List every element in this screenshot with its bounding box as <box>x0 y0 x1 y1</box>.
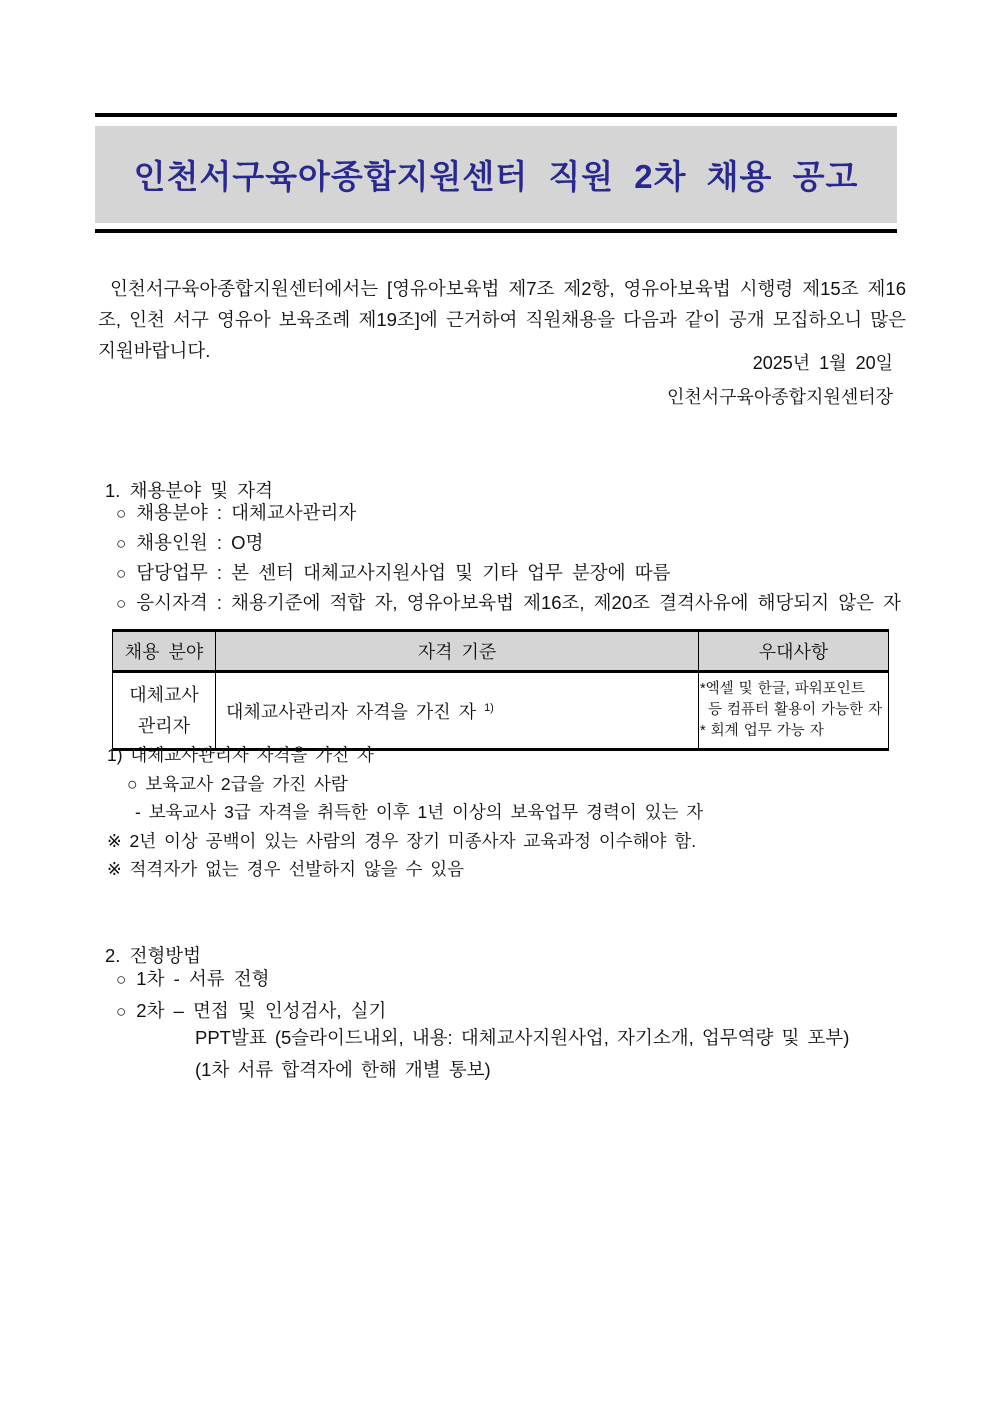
sub-line: (1차 서류 합격자에 한해 개별 통보) <box>195 1059 491 1080</box>
preference-line: * 회계 업무 가능 자 <box>700 723 824 739</box>
footnote-line: - 보육교사 3급 자격을 취득한 이후 1년 이상의 보육업무 경력이 있는 자 <box>135 802 704 822</box>
field-line2: 관리자 <box>137 715 191 736</box>
circle-bullet-icon: ○ <box>116 1002 127 1021</box>
list-item-text: 2차 – 면접 및 인성검사, 실기 <box>136 1000 387 1021</box>
column-header-criteria: 자격 기준 <box>216 631 699 672</box>
list-item <box>116 593 901 614</box>
sub-line: PPT발표 (5슬라이드내외, 내용: 대체교사지원사업, 자기소개, 업무역량 및 포부) <box>195 1027 850 1048</box>
criteria-footnote-ref: 1) <box>484 701 494 714</box>
column-header-preference: 우대사항 <box>699 631 889 672</box>
list-item <box>116 969 386 990</box>
footnote-line: ○ 보육교사 2급을 가진 사람 <box>127 773 348 794</box>
section2-heading: 2. 전형방법 <box>105 945 202 966</box>
list-item <box>116 1001 386 1022</box>
page-title: 인천서구육아종합지원센터 직원 2차 채용 공고 <box>133 158 859 195</box>
announcement-date: 2025년 1월 20일 <box>752 353 893 373</box>
list-item-text: 응시자격 : 채용기준에 적합 자, 영유아보육법 제16조, 제20조 결격사유에 해당되지 않은 자 <box>136 592 902 613</box>
list-item <box>116 503 901 524</box>
circle-bullet-icon: ○ <box>116 970 127 989</box>
section1-heading: 1. 채용분야 및 자격 <box>105 480 273 501</box>
section1-bullet-list <box>116 503 901 623</box>
list-item <box>116 533 901 554</box>
list-item-text: 채용분야 : 대체교사관리자 <box>136 502 357 523</box>
signature-line: 인천서구육아종합지원센터장 <box>666 387 893 407</box>
preference-line: *엑셀 및 한글, 파워포인트 <box>700 681 865 697</box>
list-item-text: 담당업무 : 본 센터 대체교사지원사업 및 기타 업무 분장에 따름 <box>136 562 671 583</box>
circle-bullet-icon: ○ <box>116 504 127 523</box>
section2-sub-lines <box>195 1028 849 1092</box>
list-item-text: 채용인원 : O명 <box>136 532 264 553</box>
footnotes-block <box>107 745 703 888</box>
qualification-table <box>112 629 889 751</box>
field-line1: 대체교사 <box>129 684 199 705</box>
circle-bullet-icon: ○ <box>116 534 127 553</box>
footnote-line: ※ 2년 이상 공백이 있는 사람의 경우 장기 미종사자 교육과정 이수해야 함. <box>107 830 697 851</box>
list-item-text: 1차 - 서류 전형 <box>136 968 270 989</box>
cell-criteria <box>216 672 699 750</box>
top-divider <box>95 113 897 117</box>
cell-field <box>113 672 216 750</box>
section2-bullet-list <box>116 969 386 1033</box>
bottom-divider <box>95 229 897 233</box>
footnote-line: ※ 적격자가 없는 경우 선발하지 않을 수 있음 <box>107 859 465 879</box>
intro-paragraph: 인천서구육아종합지원센터에서는 [영유아보육법 제7조 제2항, 영유아보육법 시행령 제15조 제16조, 인천 서구 영유아 보육조례 제19조]에 근거하여 직원채용을 다음과 같이 공개 모집하오니 많은 지원바랍니다. <box>98 277 906 361</box>
circle-bullet-icon: ○ <box>116 564 127 583</box>
circle-bullet-icon: ○ <box>116 594 127 613</box>
preference-line: 등 컴퓨터 활용이 가능한 자 <box>708 702 883 718</box>
title-banner <box>95 126 897 223</box>
table-header-row <box>113 631 889 672</box>
criteria-text: 대체교사관리자 자격을 가진 자 <box>226 701 477 722</box>
footnote-line: 1) 대체교사관리자 자격을 가진 자 <box>107 745 374 765</box>
cell-preference <box>699 672 889 750</box>
list-item <box>116 563 901 584</box>
table-row <box>113 672 889 750</box>
column-header-field: 채용 분야 <box>113 631 216 672</box>
